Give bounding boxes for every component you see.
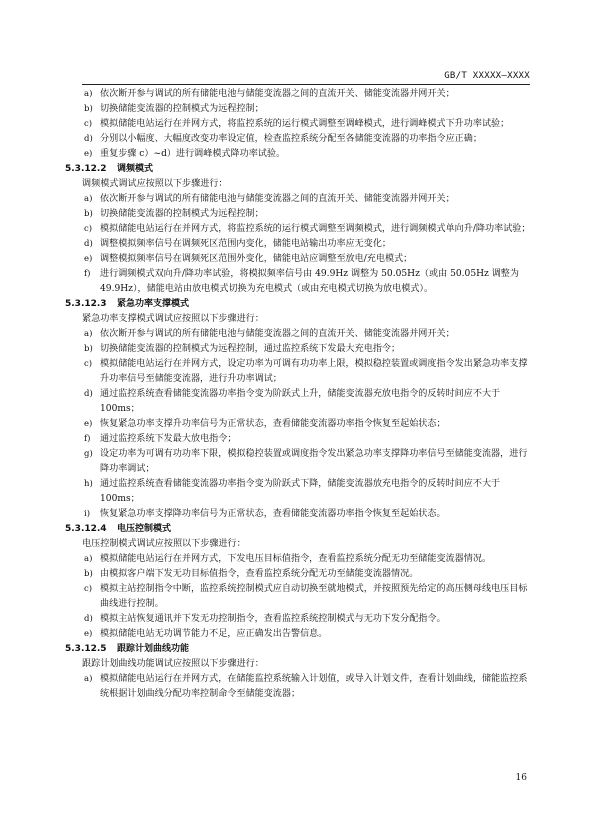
section-intro: 跟踪计划曲线功能调试应按照以下步骤进行： <box>82 659 264 669</box>
list-item-label: i) <box>84 509 91 519</box>
list-item <box>82 192 532 207</box>
list-item-label: f) <box>84 269 91 279</box>
list-item <box>82 552 532 567</box>
section-heading <box>65 297 532 312</box>
list-item-label: a) <box>84 674 93 684</box>
list-item-label: d) <box>84 239 93 249</box>
section-title: 跟踪计划曲线功能 <box>117 644 190 654</box>
list-item <box>82 447 532 477</box>
list-item <box>82 102 532 117</box>
section-intro: 调频模式调试应按照以下步骤进行： <box>82 179 228 189</box>
list-item-text: 模拟储能电站运行在并网方式，将监控系统的运行模式调整至调频模式，进行调频模式单向升/降功率试验； <box>100 224 531 234</box>
section-number: 5.3.12.3 <box>65 299 107 309</box>
list-item-label: a) <box>84 554 93 564</box>
list-item-label: c) <box>84 359 93 369</box>
list-item-label: d) <box>84 389 93 399</box>
list-item-text: 模拟储能电站运行在并网方式，设定功率为可调有功功率上限，模拟稳控装置或调度指令发出紧急功率支撑升功率信号至储能变流器，进行升功率调试； <box>100 359 528 384</box>
list-item-label: b) <box>84 344 93 354</box>
section-number: 5.3.12.2 <box>65 164 107 174</box>
section-number: 5.3.12.5 <box>65 644 107 654</box>
list-item <box>82 207 532 222</box>
list-item-text: 恢复紧急功率支撑升功率信号为正常状态，查看储能变流器功率指令恢复至起始状态； <box>100 419 446 429</box>
list-item <box>82 147 532 162</box>
list-item <box>82 267 532 297</box>
list-item <box>82 117 532 132</box>
section-title: 紧急功率支撑模式 <box>117 299 190 309</box>
section-intro: 电压控制模式调试应按照以下步骤进行： <box>82 539 246 549</box>
list-item-label: e) <box>84 254 93 264</box>
list-item <box>82 342 532 357</box>
section-title: 电压控制模式 <box>117 524 172 534</box>
list-item <box>82 87 532 102</box>
list-item-text: 通过监控系统下发最大放电指令； <box>100 434 237 444</box>
list-item-text: 调整模拟频率信号在调频死区范围内变化，储能电站输出功率应无变化； <box>100 239 392 249</box>
section-heading <box>65 642 532 657</box>
list-item-text: 依次断开参与调试的所有储能电池与储能变流器之间的直流开关、储能变流器并网开关； <box>100 89 455 99</box>
list-item-label: c) <box>84 119 93 129</box>
header-rule <box>82 84 530 85</box>
list-item-label: c) <box>84 224 93 234</box>
list-item-text: 模拟储能电站运行在并网方式，在储能监控系统输入计划值，或导入计划文件，查看计划曲线，储能监控系统根据计划曲线分配功率控制命令至储能变流器； <box>100 674 528 699</box>
list-item-text: 模拟储能电站运行在并网方式，将监控系统的运行模式调整至调峰模式，进行调峰模式下升功率试验； <box>100 119 510 129</box>
list-item <box>82 432 532 447</box>
list-item <box>82 237 532 252</box>
list-item <box>82 612 532 627</box>
list-item-text: 模拟主站恢复通讯并下发无功控制指令，查看监控系统控制模式与无功下发分配指令。 <box>100 614 446 624</box>
list-item <box>82 327 532 342</box>
list-item-text: 依次断开参与调试的所有储能电池与储能变流器之间的直流开关、储能变流器并网开关； <box>100 194 455 204</box>
list-item-text: 恢复紧急功率支撑降功率信号为正常状态，查看储能变流器功率指令恢复至起始状态。 <box>100 509 446 519</box>
list-item <box>82 357 532 387</box>
page-number: 16 <box>515 773 527 783</box>
list-item-label: d) <box>84 614 93 624</box>
list-item-text: 进行调频模式双向升/降功率试验，将模拟频率信号由 49.9Hz 调整为 50.05Hz（或由 50.05Hz 调整为 49.9Hz），储能电站由放电模式切换为充电模式（或由充电模式切换为放电模式）。 <box>100 269 519 294</box>
list-item-text: 切换储能变流器的控制模式为远程控制，通过监控系统下发最大充电指令； <box>100 344 401 354</box>
section-heading <box>65 522 532 537</box>
list-item <box>82 252 532 267</box>
list-item-label: c) <box>84 584 93 594</box>
list-item-text: 依次断开参与调试的所有储能电池与储能变流器之间的直流开关、储能变流器并网开关； <box>100 329 455 339</box>
list-item <box>82 417 532 432</box>
list-item <box>82 672 532 702</box>
list-item <box>82 627 532 642</box>
list-item <box>82 132 532 147</box>
section-title: 调频模式 <box>117 164 154 174</box>
list-item-text: 模拟储能电站运行在并网方式，下发电压目标值指令，查看监控系统分配无功至储能变流器情况。 <box>100 554 492 564</box>
list-item <box>82 567 532 582</box>
list-item-text: 由模拟客户端下发无功目标值指令，查看监控系统分配无功至储能变流器情况。 <box>100 569 419 579</box>
list-item <box>82 222 532 237</box>
list-item-label: e) <box>84 149 93 159</box>
standard-number: GB/T XXXXX—XXXX <box>444 71 530 81</box>
list-item-text: 模拟储能电站无功调节能力不足，应正确发出告警信息。 <box>100 629 328 639</box>
list-item-label: e) <box>84 629 93 639</box>
list-item-text: 分别以小幅度、大幅度改变功率设定值，检查监控系统分配至各储能变流器的功率指令应正确； <box>100 134 482 144</box>
list-item-label: a) <box>84 329 93 339</box>
list-item <box>82 387 532 417</box>
list-item-label: a) <box>84 89 93 99</box>
document-body <box>65 87 532 702</box>
list-item-text: 模拟主站控制指令中断，监控系统控制模式应自动切换至就地模式，并按照预先给定的高压侧母线电压目标曲线进行控制。 <box>100 584 528 609</box>
list-item-label: g) <box>84 449 93 459</box>
list-item-text: 设定功率为可调有功功率下限，模拟稳控装置或调度指令发出紧急功率支撑降功率信号至储能变流器，进行降功率调试； <box>100 449 528 474</box>
list-item-text: 重复步骤 c）~d）进行调峰模式降功率试验。 <box>100 149 286 159</box>
list-item-label: d) <box>84 134 93 144</box>
section-heading <box>65 162 532 177</box>
list-item-label: h) <box>84 479 93 489</box>
list-item-label: b) <box>84 569 93 579</box>
section-number: 5.3.12.4 <box>65 524 107 534</box>
list-item-label: e) <box>84 419 93 429</box>
list-item-label: a) <box>84 194 93 204</box>
list-item <box>82 507 532 522</box>
list-item-text: 切换储能变流器的控制模式为远程控制； <box>100 104 264 114</box>
list-item <box>82 477 532 507</box>
list-item <box>82 582 532 612</box>
list-item-label: b) <box>84 209 93 219</box>
list-item-text: 调整模拟频率信号在调频死区范围外变化，储能电站应调整至放电/充电模式； <box>100 254 413 264</box>
list-item-label: f) <box>84 434 91 444</box>
list-item-text: 切换储能变流器的控制模式为远程控制； <box>100 209 264 219</box>
list-item-text: 通过监控系统查看储能变流器功率指令变为阶跃式下降，储能变流器放充电指令的反转时间应不大于 100ms； <box>100 479 501 504</box>
list-item-text: 通过监控系统查看储能变流器功率指令变为阶跃式上升，储能变流器充放电指令的反转时间应不大于 100ms； <box>100 389 501 414</box>
list-item-label: b) <box>84 104 93 114</box>
section-intro: 紧急功率支撑模式调试应按照以下步骤进行： <box>82 314 264 324</box>
